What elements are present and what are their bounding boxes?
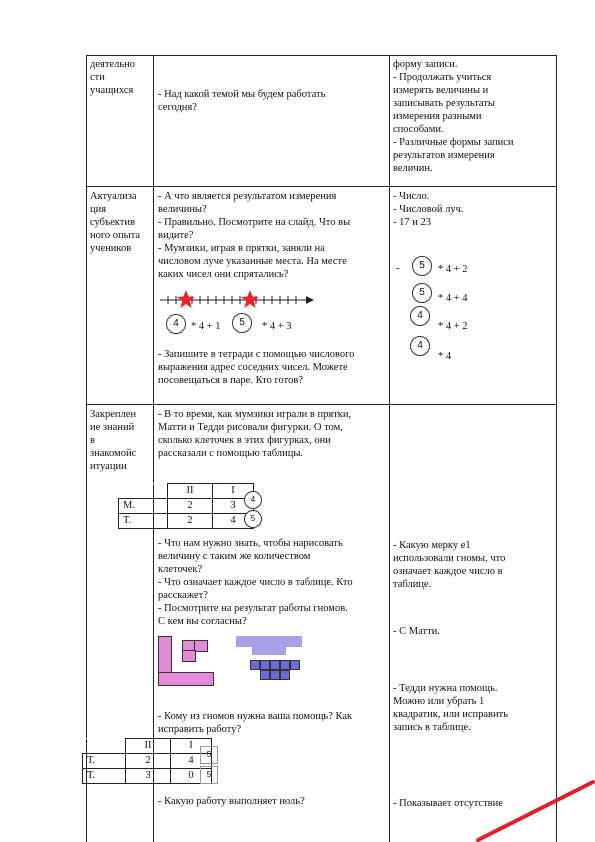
expression: * 4 + 3 (262, 321, 292, 332)
expression: * 4 + 1 (191, 321, 221, 332)
row1-teacher-text: - Над какой темой мы будем работать сегодня? (158, 89, 326, 113)
row3-student-a: - Какую мерку е1 использовали гномы, что означает каждое число в таблице. (393, 540, 506, 590)
table-header-cell: II (168, 484, 213, 499)
answer-circle: 4 (410, 306, 430, 326)
table-cell: 4 (171, 754, 212, 769)
table-cell: 3 (126, 769, 171, 784)
table-cell: 4 (213, 514, 254, 529)
answer-expression: * 4 + 2 (438, 321, 468, 332)
red-slash-mark (470, 780, 595, 842)
row3-teacher-help: - Кому из гномов нужна ваша помощь? Как исправить работу? (158, 711, 353, 735)
table-cell: 3 (213, 499, 254, 514)
number-circle: 5 (232, 313, 252, 333)
cells-table-2 (82, 738, 212, 784)
table-header-cell: I (171, 739, 212, 754)
row-divider-2 (86, 404, 556, 405)
answer-circle: 5 (412, 283, 432, 303)
teddy-figure (236, 634, 304, 684)
table-cell: 2 (168, 499, 213, 514)
number-circle: 4 (166, 314, 186, 334)
star-marker-left (177, 290, 195, 308)
col-divider-left (86, 55, 87, 842)
table-header-cell (119, 484, 168, 499)
row2-teacher-task: - Запишите в тетради с помощью числового выражения адрес соседних чисел. Можете посовещаться в паре. Кто готов? (158, 349, 355, 386)
row2-student-text: - Число. - Числовой луч. - 17 и 23 (393, 191, 464, 228)
answer-circle: 4 (410, 336, 430, 356)
table-cell: Т. (83, 754, 126, 769)
star-marker-right (241, 290, 259, 308)
row3-stage-label: Закреплен ие знаний в знакомойс итуации (90, 409, 137, 472)
row3-teacher-questions: - Что нам нужно знать, чтобы нарисовать величину с таким же количеством клеточек? - Что означает каждое число в таблице. Кто расскажет? - Посмотрите на результат работы гномов. С кем вы согласны? (158, 538, 353, 627)
answer-expression: * 4 + 2 (438, 264, 468, 275)
answer-expression: * 4 (438, 351, 452, 362)
number-box: 5 (200, 766, 218, 784)
number-circle: 5 (244, 510, 262, 528)
table-cell: М. (119, 499, 168, 514)
row3-teacher-intro: - В то время, как мумзики играли в прятки, Матти и Тедди рисовали фигурки. О том, сколько клеточек в этих фигурках, они рассказали с помощью таблицы. (158, 409, 352, 459)
table-row (119, 514, 254, 529)
answer-expression: * 4 + 4 (438, 293, 468, 304)
answer-dash: - (396, 263, 400, 274)
table-header-cell: II (126, 739, 171, 754)
matti-figure (158, 636, 214, 686)
number-box: 5 (200, 746, 218, 764)
col-divider-1 (153, 55, 154, 842)
row3-student-c: - Тедди нужна помощь. Можно или убрать 1 квадратик, или исправить запись в таблице. (393, 683, 508, 733)
table-cell: 2 (126, 754, 171, 769)
table-row (83, 754, 212, 769)
col-divider-2 (389, 55, 390, 842)
table-cell: 0 (171, 769, 212, 784)
row-divider-1 (86, 186, 556, 187)
row1-stage-label: деятельно сти учащихся (90, 59, 135, 96)
row2-teacher-text: - А что является результатом измерения величины? - Правильно. Посмотрите на слайд. Что вы видите? - Мумзики, играя в прятки, заняли на числовом луче указанные места. На месте каких чисел они спрятались? (158, 191, 351, 280)
number-line (160, 288, 315, 310)
table-header-cell: I (213, 484, 254, 499)
row1-student-text: форму записи. - Продолжать учиться измерять величины и записывать результаты измерения разными способами. - Различные формы записи результатов измерения величин. (393, 59, 514, 174)
row3-teacher-last: - Какую работу выполняет ноль? (158, 796, 305, 807)
table-header-cell (83, 739, 126, 754)
col-divider-right (556, 55, 557, 842)
cells-table-1 (118, 483, 254, 529)
table-cell: Т. (119, 514, 168, 529)
table-row (119, 499, 254, 514)
table-top-border (86, 55, 556, 56)
row2-stage-label: Актуализа ция субъектив ного опыта учеников (90, 191, 141, 254)
table-row (83, 769, 212, 784)
table-cell: Т. (83, 769, 126, 784)
answer-circle: 5 (412, 256, 432, 276)
row3-student-b: - С Матти. (393, 626, 440, 637)
table-cell: 2 (168, 514, 213, 529)
number-circle: 4 (244, 491, 262, 509)
row3-student-d: - Показывает отсутствие (393, 798, 503, 809)
